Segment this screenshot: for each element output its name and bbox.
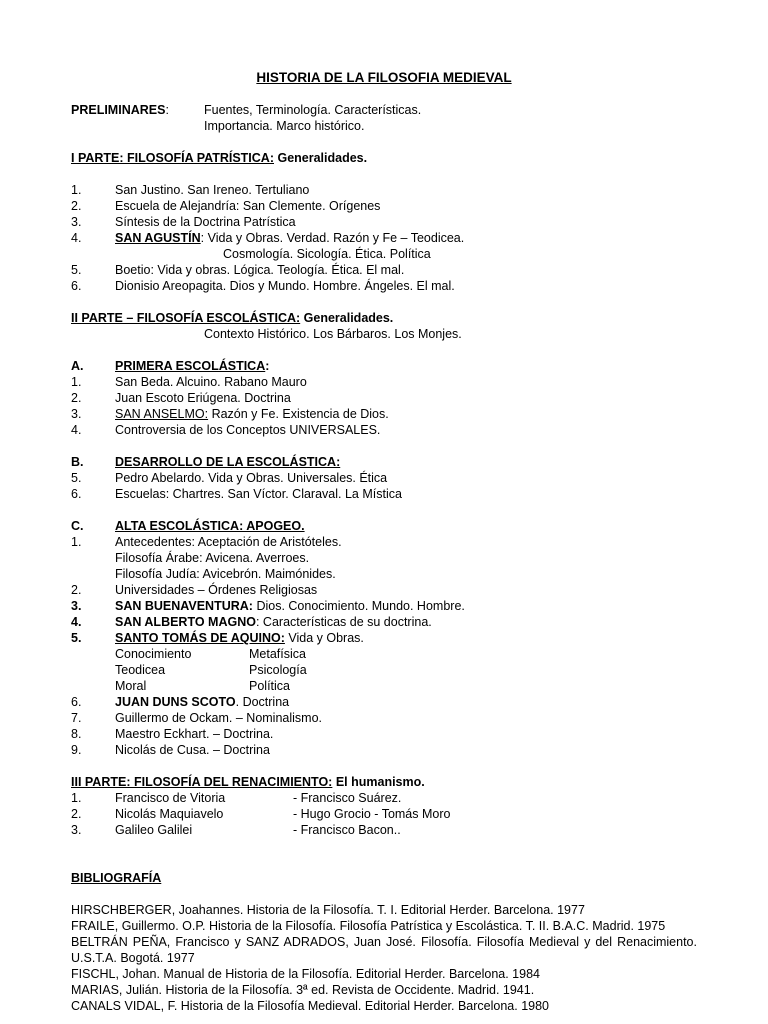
parte3-heading-title: III PARTE: FILOSOFÍA DEL RENACIMIENTO: xyxy=(71,775,333,789)
section-b-heading: B. DESARROLLO DE LA ESCOLÁSTICA: xyxy=(71,455,341,469)
aquino-topic-row: Teodicea Psicología xyxy=(115,663,307,677)
list-item: 2. Juan Escoto Eriúgena. Doctrina xyxy=(71,391,291,405)
section-c-heading: C. ALTA ESCOLÁSTICA: APOGEO. xyxy=(71,519,305,533)
preliminares-line-1 xyxy=(71,102,697,118)
bibliography-entry: CANALS VIDAL, F. Historia de la Filosofía Medieval. Editorial Herder. Barcelona. 1980 xyxy=(71,999,550,1013)
list-item: 3. Síntesis de la Doctrina Patrística xyxy=(71,215,296,229)
list-item: 1. Francisco de Vitoria - Francisco Suárez. xyxy=(71,791,402,805)
bibliography-entry: HIRSCHBERGER, Joahannes. Historia de la Filosofía. T. I. Editorial Herder. Barcelona. 1977 xyxy=(71,903,585,917)
san-agustin-label: SAN AGUSTÍN xyxy=(115,231,201,245)
parte1-heading-tail: Generalidades. xyxy=(274,151,368,165)
bibliografia-title: BIBLIOGRAFÍA xyxy=(71,871,162,885)
list-item: 6. JUAN DUNS SCOTO. Doctrina xyxy=(71,695,290,709)
aquino-topic-row: Moral Política xyxy=(115,679,290,693)
preliminares-label: PRELIMINARES: xyxy=(71,103,169,117)
parte2-heading-title: II PARTE – FILOSOFÍA ESCOLÁSTICA: xyxy=(71,311,301,325)
parte1-heading xyxy=(71,150,697,166)
preliminares-text-1: Fuentes, Terminología. Características. xyxy=(204,103,422,117)
document-page xyxy=(71,70,697,1014)
list-item: 1. San Justino. San Ireneo. Tertuliano xyxy=(71,183,310,197)
list-item-sub: Filosofía Árabe: Avicena. Averroes. xyxy=(115,551,310,565)
list-item-continuation: Cosmología. Sicología. Ética. Política xyxy=(223,247,431,261)
list-item-sub: Filosofía Judía: Avicebrón. Maimónides. xyxy=(115,567,336,581)
list-item: 6. Escuelas: Chartres. San Víctor. Claraval. La Mística xyxy=(71,487,402,501)
list-item: 3. SAN ANSELMO: Razón y Fe. Existencia de Dios. xyxy=(71,407,389,421)
list-item: 4. SAN AGUSTÍN: Vida y Obras. Verdad. Razón y Fe – Teodicea. xyxy=(71,231,465,245)
san-anselmo-label: SAN ANSELMO: xyxy=(115,407,209,421)
list-item: 4. Controversia de los Conceptos UNIVERSALES. xyxy=(71,423,381,437)
bibliography-entry: FISCHL, Johan. Manual de Historia de la Filosofía. Editorial Herder. Barcelona. 1984 xyxy=(71,967,540,981)
bibliography-entry: FRAILE, Guillermo. O.P. Historia de la Filosofía. Filosofía Patrística y Escolástica. T. II. B.A.C. Madrid. 1975 xyxy=(71,919,666,933)
list-item: 5. SANTO TOMÁS DE AQUINO: Vida y Obras. xyxy=(71,631,364,645)
document-title: HISTORIA DE LA FILOSOFIA MEDIEVAL xyxy=(256,70,512,85)
parte1-heading-title: I PARTE: FILOSOFÍA PATRÍSTICA: xyxy=(71,151,274,165)
parte3-heading xyxy=(71,774,697,790)
list-item: 5. Pedro Abelardo. Vida y Obras. Universales. Ética xyxy=(71,471,388,485)
parte2-context: Contexto Histórico. Los Bárbaros. Los Monjes. xyxy=(204,327,462,341)
bibliography-entry: BELTRÁN PEÑA, Francisco y SANZ ADRADOS, Juan José. Filosofía. Filosofía Medieval y del Renacimiento. U.S.T.A. Bogotá. 1977 xyxy=(71,935,697,965)
list-item: 6. Dionisio Areopagita. Dios y Mundo. Hombre. Ángeles. El mal. xyxy=(71,279,455,293)
bibliography-entry: MARIAS, Julián. Historia de la Filosofía. 3ª ed. Revista de Occidente. Madrid. 1941. xyxy=(71,983,535,997)
preliminares-line-2 xyxy=(71,118,697,134)
list-item: 7. Guillermo de Ockam. – Nominalismo. xyxy=(71,711,323,725)
list-item: 1. Antecedentes: Aceptación de Aristóteles. xyxy=(71,535,342,549)
aquino-topic-row: Conocimiento Metafísica xyxy=(115,647,306,661)
list-item: 8. Maestro Eckhart. – Doctrina. xyxy=(71,727,274,741)
parte2-heading xyxy=(71,310,697,326)
list-item: 9. Nicolás de Cusa. – Doctrina xyxy=(71,743,270,757)
section-a-heading: A. PRIMERA ESCOLÁSTICA: xyxy=(71,359,270,373)
list-item: 2. Escuela de Alejandría: San Clemente. Orígenes xyxy=(71,199,381,213)
list-item: 5. Boetio: Vida y obras. Lógica. Teología. Ética. El mal. xyxy=(71,263,405,277)
preliminares-text-2: Importancia. Marco histórico. xyxy=(204,119,365,133)
list-item: 1. San Beda. Alcuino. Rabano Mauro xyxy=(71,375,307,389)
parte3-heading-tail: El humanismo. xyxy=(332,775,425,789)
list-item: 3. Galileo Galilei - Francisco Bacon.. xyxy=(71,823,401,837)
list-item: 3. SAN BUENAVENTURA: Dios. Conocimiento. Mundo. Hombre. xyxy=(71,599,465,613)
list-item: 2. Nicolás Maquiavelo - Hugo Grocio - Tomás Moro xyxy=(71,807,451,821)
list-item: 4. SAN ALBERTO MAGNO: Características de su doctrina. xyxy=(71,615,432,629)
parte2-heading-tail: Generalidades. xyxy=(300,311,394,325)
list-item: 2. Universidades – Órdenes Religiosas xyxy=(71,583,318,597)
